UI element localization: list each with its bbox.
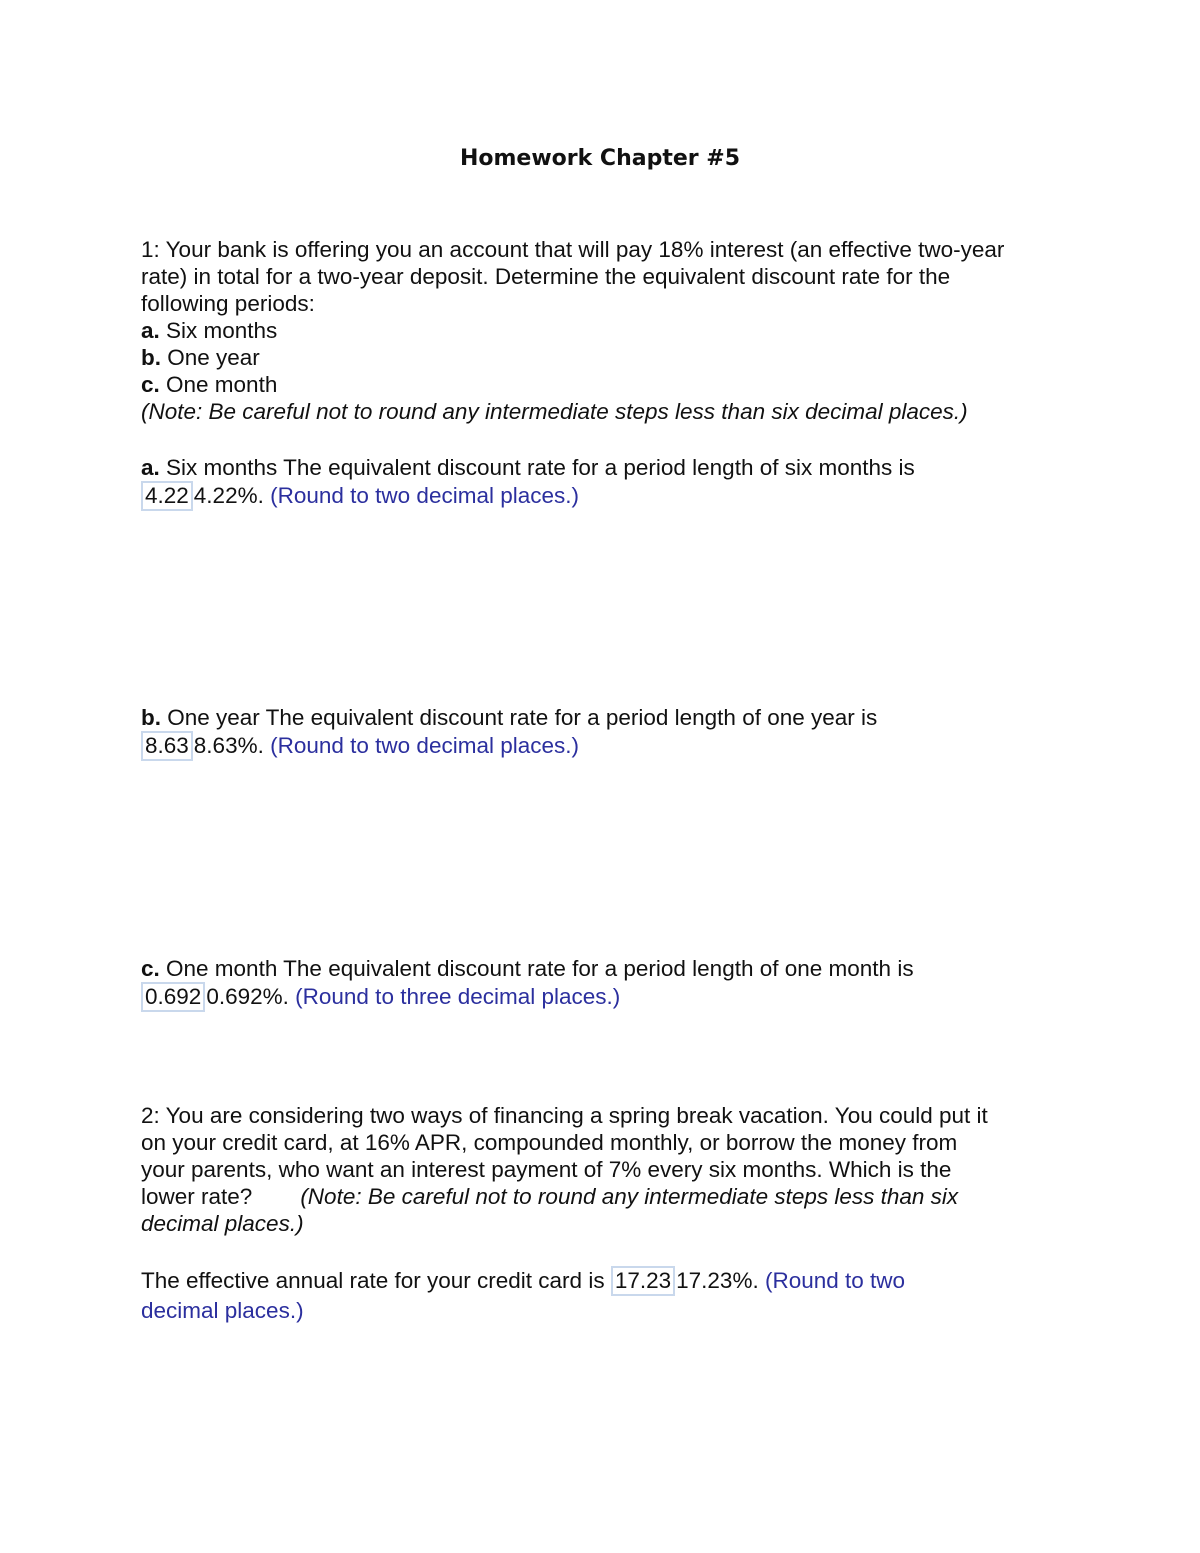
answer-a <box>141 454 915 511</box>
question-1-line: rate) in total for a two-year deposit. Determine the equivalent discount rate for the <box>141 264 951 289</box>
rounding-hint: (Round to two decimal places.) <box>270 483 580 508</box>
question-2-line: 2: You are considering two ways of financing a spring break vacation. You could put it <box>141 1103 988 1128</box>
option-letter: c. <box>141 372 160 397</box>
answer-c-value-line <box>141 982 914 1012</box>
option-text: Six months <box>159 318 278 343</box>
answer-letter: c. <box>141 956 160 981</box>
question-2-note: (Note: Be careful not to round any intermediate steps less than six <box>300 1184 959 1209</box>
question-1-line: 1: Your bank is offering you an account that will pay 18% interest (an effective two-year <box>141 237 1005 262</box>
question-2 <box>141 1102 988 1237</box>
answer-b-value-line <box>141 731 877 761</box>
answer-b-prompt <box>141 704 877 731</box>
answer-q2 <box>141 1266 905 1326</box>
answer-input-box[interactable]: 17.23 <box>611 1266 675 1296</box>
answer-value: 17.23%. <box>676 1268 765 1293</box>
question-1 <box>141 236 1004 425</box>
answer-letter: a. <box>141 455 160 480</box>
answer-c-prompt <box>141 955 914 982</box>
answer-c <box>141 955 914 1012</box>
answer-input-box[interactable]: 8.63 <box>141 731 193 761</box>
answer-text: The effective annual rate for your credit card is <box>141 1268 611 1293</box>
answer-a-prompt <box>141 454 915 481</box>
rounding-hint: (Round to three decimal places.) <box>295 984 621 1009</box>
question-2-text: lower rate? <box>141 1184 253 1209</box>
answer-value: 4.22%. <box>193 483 271 508</box>
option-b <box>141 344 1004 371</box>
answer-b <box>141 704 877 761</box>
answer-letter: b. <box>141 705 161 730</box>
answer-input-box[interactable]: 0.692 <box>141 982 205 1012</box>
option-a <box>141 317 1004 344</box>
question-2-line: on your credit card, at 16% APR, compounded monthly, or borrow the money from <box>141 1130 958 1155</box>
option-text: One year <box>161 345 260 370</box>
answer-value: 8.63%. <box>193 733 271 758</box>
rounding-hint: (Round to two <box>764 1268 906 1293</box>
answer-text: One year The equivalent discount rate for a period length of one year is <box>161 705 878 730</box>
answer-q2-value-line <box>141 1266 905 1296</box>
question-2-line: your parents, who want an interest payment of 7% every six months. Which is the <box>141 1157 952 1182</box>
rounding-hint: (Round to two decimal places.) <box>270 733 580 758</box>
answer-a-value-line <box>141 481 915 511</box>
answer-input-box[interactable]: 4.22 <box>141 481 193 511</box>
option-letter: a. <box>141 318 160 343</box>
rounding-hint-cont: decimal places.) <box>141 1298 304 1323</box>
question-2-note-cont: decimal places.) <box>141 1211 304 1236</box>
question-2-line <box>141 1183 988 1210</box>
question-1-line: following periods: <box>141 291 315 316</box>
answer-text: Six months The equivalent discount rate for a period length of six months is <box>159 455 915 480</box>
answer-value: 0.692%. <box>206 984 296 1009</box>
option-c <box>141 371 1004 398</box>
answer-text: One month The equivalent discount rate for a period length of one month is <box>159 956 914 981</box>
page-title: Homework Chapter #5 <box>459 146 741 171</box>
option-text: One month <box>159 372 278 397</box>
question-1-note: (Note: Be careful not to round any intermediate steps less than six decimal places.) <box>141 399 968 424</box>
option-letter: b. <box>141 345 161 370</box>
